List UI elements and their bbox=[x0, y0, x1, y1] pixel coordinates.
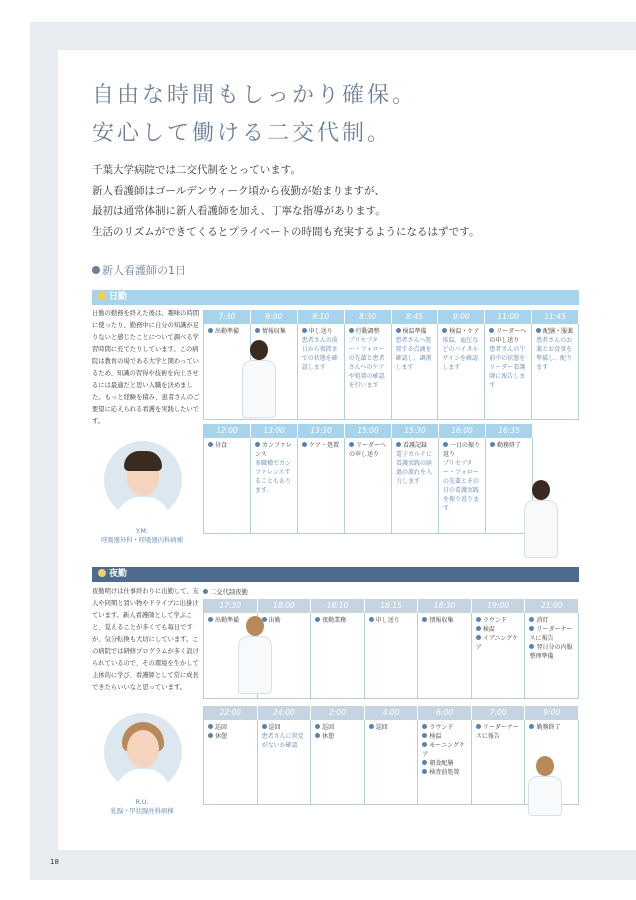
page-title-line1: 自由な時間もしっかり確保。 bbox=[92, 83, 418, 108]
intro-text bbox=[92, 160, 479, 242]
night-schedule-row2 bbox=[203, 706, 579, 805]
activity-label: ケア・処置 bbox=[302, 441, 342, 450]
moon-icon bbox=[98, 569, 106, 577]
activity-label: 申し送り bbox=[302, 327, 342, 336]
activity-label: ラウンド bbox=[422, 723, 469, 732]
schedule-cell bbox=[365, 720, 419, 805]
activity-label: 巡回 bbox=[262, 723, 309, 732]
schedule-cell bbox=[345, 324, 392, 420]
activity-label: 巡回 bbox=[208, 723, 255, 732]
activity-label: リーダーナースに報告 bbox=[476, 723, 523, 741]
activity-label: 情報収集 bbox=[422, 616, 469, 625]
time-slot: 7:30 bbox=[204, 310, 251, 324]
activity-label: イブニングケア bbox=[476, 634, 523, 652]
activity-label: 出勤 bbox=[262, 616, 309, 625]
time-slot: 8:00 bbox=[251, 310, 298, 324]
night-nurse-caption bbox=[92, 798, 192, 816]
time-slot: 18:10 bbox=[311, 599, 365, 613]
time-slot: 11:00 bbox=[485, 310, 532, 324]
activity-label: 出勤準備 bbox=[208, 616, 255, 625]
schedule-cell bbox=[472, 613, 526, 699]
schedule-cell bbox=[525, 613, 579, 699]
time-slot: 16:35 bbox=[486, 424, 533, 438]
day-shift-bar bbox=[92, 290, 579, 305]
time-slot: 24:00 bbox=[258, 706, 312, 720]
activity-label: 巡回 bbox=[315, 723, 362, 732]
schedule-cell bbox=[365, 613, 419, 699]
intro-line: 新人看護師はゴールデンウィーク頃から夜勤が始まりますが、 bbox=[92, 184, 385, 197]
time-slot: 22:00 bbox=[204, 706, 258, 720]
activity-label: 休憩 bbox=[315, 732, 362, 741]
schedule-cell bbox=[392, 324, 439, 420]
time-slot: 4:00 bbox=[365, 706, 419, 720]
day-schedule-row2 bbox=[203, 424, 533, 534]
activity-label: 検温 bbox=[476, 625, 523, 634]
activity-label: 一日の振り返り bbox=[443, 441, 483, 459]
figure-body bbox=[238, 636, 272, 694]
activity-note: プリセプター・フォローの先輩とその日の看護実践を振り返ります bbox=[443, 460, 480, 512]
activity-label: カンファレンス bbox=[255, 441, 295, 459]
schedule-cell bbox=[418, 613, 472, 699]
activity-label: 看護記録 bbox=[396, 441, 436, 450]
intro-line: 最初は通常体制に新人看護師を加え、丁寧な指導があります。 bbox=[92, 205, 386, 217]
schedule-cell bbox=[311, 720, 365, 805]
nurse-photo-cheering bbox=[528, 756, 562, 816]
time-slot: 8:30 bbox=[345, 310, 392, 324]
activity-label: 情報収集 bbox=[255, 327, 295, 336]
time-header bbox=[204, 706, 579, 720]
day-nurse-caption bbox=[92, 527, 192, 545]
schedule-cell bbox=[204, 438, 251, 534]
figure-body bbox=[528, 776, 562, 816]
avatar-body bbox=[116, 769, 170, 791]
figure-head bbox=[250, 340, 268, 360]
schedule-cell bbox=[258, 720, 312, 805]
schedule-cells bbox=[204, 438, 533, 534]
activity-label: 翌日分の内服整理準備 bbox=[529, 643, 576, 661]
time-slot: 13:30 bbox=[298, 424, 345, 438]
time-slot: 15:00 bbox=[345, 424, 392, 438]
schedule-cell bbox=[298, 324, 345, 420]
schedule-cell bbox=[392, 438, 439, 534]
intro-line: 千葉大学病院では二交代制をとっています。 bbox=[92, 164, 301, 176]
figure-head bbox=[532, 480, 550, 500]
bullet-icon bbox=[203, 589, 208, 594]
day-description: 日勤の勤務を終えた後は、趣味の時間に使ったり、勤務中に自分の知識が足りないと感じたことについて調べる学習時間に充てたりしています。この病院は教育の場である大学と関わっているため、知識の習得や技術を向上させるには最適だと思い入職を決めました。もっと経験を積み、患者さんのご要望に応えられる看護を実践したいです。 bbox=[92, 310, 200, 425]
avatar-night-nurse bbox=[104, 713, 182, 791]
sun-icon bbox=[98, 292, 106, 300]
time-slot: 11:45 bbox=[532, 310, 579, 324]
day-nurse-name: Y.M. bbox=[135, 528, 148, 535]
activity-label: 勤務終了 bbox=[529, 723, 576, 732]
night-nurse-name: R.U. bbox=[135, 799, 149, 806]
time-slot: 7:00 bbox=[472, 706, 526, 720]
schedule-cell bbox=[532, 324, 579, 420]
nurse-photo-walking bbox=[238, 616, 272, 694]
night-nurse-dept: 乳腺・甲状腺外科病棟 bbox=[110, 808, 174, 815]
time-header bbox=[204, 310, 579, 324]
activity-label: 出勤準備 bbox=[208, 327, 248, 336]
activity-note: 電子カルテに看護実践の経過の流れを入力します bbox=[396, 451, 433, 485]
activity-label: 消灯 bbox=[529, 616, 576, 625]
time-slot: 8:45 bbox=[392, 310, 439, 324]
avatar-day-nurse bbox=[104, 441, 182, 519]
schedule-cell bbox=[298, 438, 345, 534]
figure-body bbox=[524, 500, 558, 558]
activity-label: 配膳・服薬 bbox=[536, 327, 576, 336]
schedule-cell bbox=[438, 324, 485, 420]
schedule-cell bbox=[418, 720, 472, 805]
figure-head bbox=[536, 756, 554, 776]
avatar-face bbox=[127, 730, 159, 768]
time-slot: 18:00 bbox=[258, 599, 312, 613]
activity-label: 巡回 bbox=[369, 723, 416, 732]
night-description: 夜勤明けは仕事終わりに出勤して、友人や同期と買い物やドライブに出掛けています。新人看護師として学ぶこと、覚えることが多くても毎日ですが、気分転換も大切にしています。この病院では研修プログラムが多く設けられているので、その環境を生かして主体的に学び、看護師として常に成長できたらいいなと思っています。 bbox=[92, 588, 199, 691]
activity-label: 昼食 bbox=[208, 441, 248, 450]
schedule-cell bbox=[204, 720, 258, 805]
time-slot: 17:30 bbox=[204, 599, 258, 613]
night-shift-bar bbox=[92, 567, 579, 582]
activity-label: ラウンド bbox=[476, 616, 523, 625]
time-slot: 9:00 bbox=[438, 310, 485, 324]
time-slot: 2:00 bbox=[311, 706, 365, 720]
activity-label: リーダーへの申し送り bbox=[489, 327, 529, 345]
time-slot: 9:00 bbox=[525, 706, 579, 720]
intro-line: 生活のリズムができてくるとプライベートの時間も充実するようになるはずです。 bbox=[92, 225, 480, 238]
activity-label: モーニングケア bbox=[422, 741, 469, 759]
time-slot: 12:00 bbox=[204, 424, 251, 438]
figure-body bbox=[242, 360, 276, 418]
activity-note: 患者さんに異変がないか確認 bbox=[261, 733, 304, 749]
night-shift-label: 夜勤 bbox=[109, 569, 128, 579]
activity-note: プリセプター・フォローの先輩と患者さんへのケアや処置の確認を行います bbox=[348, 337, 385, 389]
activity-note: 患者さんの午前中の状態をリーダー看護師に報告します bbox=[489, 346, 526, 389]
activity-label: 夜勤業務 bbox=[315, 616, 362, 625]
time-slot: 16:00 bbox=[439, 424, 486, 438]
page-number: 18 bbox=[50, 858, 59, 866]
schedule-cell bbox=[485, 324, 532, 420]
activity-note: 患者さんの前日から夜間までの状態を確認します bbox=[301, 337, 338, 371]
night-subtitle bbox=[203, 587, 248, 596]
activity-label: 検査前処置 bbox=[422, 768, 469, 777]
section-title: 新人看護師の1日 bbox=[102, 264, 186, 277]
activity-label: 検温・ケア bbox=[442, 327, 482, 336]
activity-note: 多職種でカンファレンスすることもあります。 bbox=[255, 460, 292, 494]
activity-label: 休憩 bbox=[208, 732, 255, 741]
activity-label: 申し送り bbox=[369, 616, 416, 625]
time-slot: 13:00 bbox=[251, 424, 298, 438]
activity-label: リーダーへの申し送り bbox=[349, 441, 389, 459]
section-heading bbox=[92, 262, 186, 278]
activity-label: 行動調整 bbox=[349, 327, 389, 336]
time-slot: 8:10 bbox=[298, 310, 345, 324]
time-slot: 18:15 bbox=[365, 599, 419, 613]
activity-note: 患者さんへ処置する点滴を確認し、調剤します bbox=[395, 337, 432, 371]
night-subtitle-text: 二交代制夜勤 bbox=[210, 589, 248, 596]
figure-head bbox=[246, 616, 264, 636]
schedule-cell bbox=[251, 438, 298, 534]
activity-label: 朝食配膳 bbox=[422, 759, 469, 768]
activity-label: 検温準備 bbox=[396, 327, 436, 336]
day-shift-label: 日勤 bbox=[109, 292, 128, 302]
page-title-line2: 安心して働ける二交代制。 bbox=[92, 121, 393, 146]
activity-label: リーダーナースに報告 bbox=[529, 625, 576, 643]
activity-note: 患者さんのお薬とお食事を準備し、配ります bbox=[536, 337, 573, 371]
activity-label: 勤務終了 bbox=[490, 441, 530, 450]
schedule-cell bbox=[311, 613, 365, 699]
time-slot: 18:30 bbox=[418, 599, 472, 613]
schedule-cells bbox=[204, 720, 579, 805]
time-header bbox=[204, 599, 579, 613]
schedule-cell bbox=[345, 438, 392, 534]
nurse-photo-waving bbox=[524, 480, 558, 558]
time-header bbox=[204, 424, 533, 438]
activity-label: 検温 bbox=[422, 732, 469, 741]
activity-note: 体温、血圧などのバイタルサインを確認します bbox=[442, 337, 479, 371]
nurse-photo-running bbox=[242, 340, 276, 418]
day-nurse-dept: 呼吸器外科・呼吸器内科病棟 bbox=[101, 537, 183, 544]
time-slot: 6:00 bbox=[418, 706, 472, 720]
time-slot: 21:00 bbox=[525, 599, 579, 613]
bullet-icon bbox=[92, 266, 100, 274]
avatar-body bbox=[116, 497, 170, 519]
schedule-cell bbox=[472, 720, 526, 805]
time-slot: 15:30 bbox=[392, 424, 439, 438]
schedule-cell bbox=[439, 438, 486, 534]
time-slot: 19:00 bbox=[472, 599, 526, 613]
avatar-hair bbox=[124, 451, 162, 471]
